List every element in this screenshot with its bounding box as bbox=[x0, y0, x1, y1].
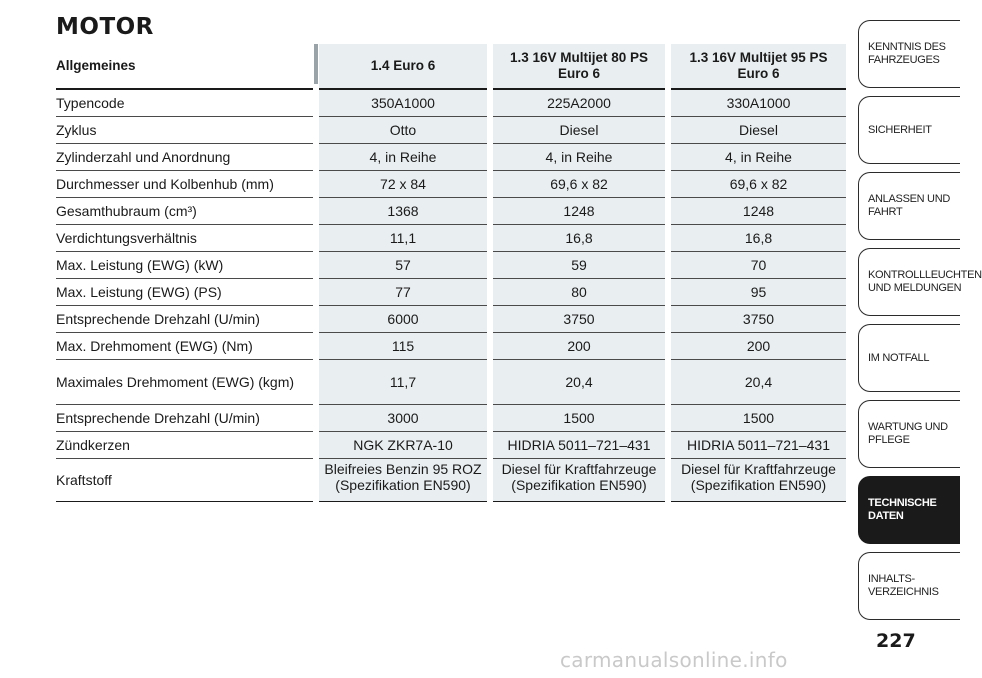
section-title: MOTOR bbox=[56, 14, 154, 40]
cell-value: 1368 bbox=[316, 198, 490, 225]
row-label: Maximales Drehmoment (EWG) (kgm) bbox=[56, 360, 316, 405]
cell-value: 16,8 bbox=[668, 225, 846, 252]
cell-value: 4, in Reihe bbox=[490, 144, 668, 171]
table-row bbox=[56, 279, 846, 306]
header-engine-2: 1.3 16V Multijet 80 PS Euro 6 bbox=[490, 44, 668, 89]
cell-value: 200 bbox=[668, 333, 846, 360]
cell-value: Bleifreies Benzin 95 ROZ (Spezifikation EN590) bbox=[316, 459, 490, 502]
cell-value: 77 bbox=[316, 279, 490, 306]
tab-label: WARTUNG UND PFLEGE bbox=[868, 421, 948, 446]
watermark: carmanualsonline.info bbox=[560, 648, 788, 672]
cell-value: 4, in Reihe bbox=[668, 144, 846, 171]
cell-value: 20,4 bbox=[490, 360, 668, 405]
table-row bbox=[56, 306, 846, 333]
row-label: Verdichtungsverhältnis bbox=[56, 225, 316, 252]
cell-value: Otto bbox=[316, 117, 490, 144]
row-label: Entsprechende Drehzahl (U/min) bbox=[56, 306, 316, 333]
table-header-row bbox=[56, 44, 846, 89]
row-label: Durchmesser und Kolbenhub (mm) bbox=[56, 171, 316, 198]
tab-kenntnis-des-fahrzeuges[interactable] bbox=[858, 20, 960, 88]
tab-kontrollleuchten[interactable] bbox=[858, 248, 982, 316]
header-engine-1: 1.4 Euro 6 bbox=[316, 44, 490, 89]
tab-technische-daten[interactable] bbox=[858, 476, 960, 544]
cell-value: Diesel bbox=[490, 117, 668, 144]
cell-value: 3000 bbox=[316, 405, 490, 432]
row-label: Typencode bbox=[56, 89, 316, 117]
tab-label: KENNTNIS DES FAHRZEUGES bbox=[868, 41, 946, 66]
cell-value: HIDRIA 5011–721–431 bbox=[490, 432, 668, 459]
tab-label: KONTROLLLEUCHTEN UND MELDUNGEN bbox=[868, 269, 982, 294]
cell-value: Diesel für Kraftfahrzeuge (Spezifikation EN590) bbox=[490, 459, 668, 502]
table-row bbox=[56, 171, 846, 198]
table-row bbox=[56, 198, 846, 225]
table-row bbox=[56, 459, 846, 502]
cell-value: 11,1 bbox=[316, 225, 490, 252]
tab-wartung-und-pflege[interactable] bbox=[858, 400, 960, 468]
cell-value: 330A1000 bbox=[668, 89, 846, 117]
cell-value: 57 bbox=[316, 252, 490, 279]
tab-sicherheit[interactable] bbox=[858, 96, 960, 164]
cell-value: 3750 bbox=[490, 306, 668, 333]
cell-value: HIDRIA 5011–721–431 bbox=[668, 432, 846, 459]
tab-label: ANLASSEN UND FAHRT bbox=[868, 193, 950, 218]
row-label: Zylinderzahl und Anordnung bbox=[56, 144, 316, 171]
cell-value: Diesel bbox=[668, 117, 846, 144]
row-label: Kraftstoff bbox=[56, 459, 316, 502]
row-label: Zündkerzen bbox=[56, 432, 316, 459]
cell-value: 59 bbox=[490, 252, 668, 279]
cell-value: 95 bbox=[668, 279, 846, 306]
row-label: Entsprechende Drehzahl (U/min) bbox=[56, 405, 316, 432]
cell-value: 11,7 bbox=[316, 360, 490, 405]
cell-value: 70 bbox=[668, 252, 846, 279]
row-label: Gesamthubraum (cm³) bbox=[56, 198, 316, 225]
cell-value: NGK ZKR7A-10 bbox=[316, 432, 490, 459]
cell-value: 350A1000 bbox=[316, 89, 490, 117]
table-row bbox=[56, 405, 846, 432]
tab-label: SICHERHEIT bbox=[868, 123, 932, 136]
table-row bbox=[56, 252, 846, 279]
cell-value: 69,6 x 82 bbox=[490, 171, 668, 198]
cell-value: 1500 bbox=[490, 405, 668, 432]
row-label: Max. Drehmoment (EWG) (Nm) bbox=[56, 333, 316, 360]
header-general: Allgemeines bbox=[56, 44, 316, 89]
cell-value: 115 bbox=[316, 333, 490, 360]
cell-value: 200 bbox=[490, 333, 668, 360]
tab-label: TECHNISCHE DATEN bbox=[868, 497, 937, 522]
table-row bbox=[56, 360, 846, 405]
cell-value: 4, in Reihe bbox=[316, 144, 490, 171]
table-row bbox=[56, 432, 846, 459]
cell-value: 1248 bbox=[490, 198, 668, 225]
table-row bbox=[56, 144, 846, 171]
tab-label: IM NOTFALL bbox=[868, 351, 930, 364]
tab-im-notfall[interactable] bbox=[858, 324, 960, 392]
tab-inhaltsverzeichnis[interactable] bbox=[858, 552, 960, 620]
cell-value: 16,8 bbox=[490, 225, 668, 252]
page-number: 227 bbox=[876, 630, 916, 652]
tab-label: INHALTS- VERZEICHNIS bbox=[868, 573, 939, 598]
cell-value: 20,4 bbox=[668, 360, 846, 405]
table-row bbox=[56, 117, 846, 144]
table-row bbox=[56, 89, 846, 117]
table-row bbox=[56, 225, 846, 252]
chapter-tabs bbox=[858, 20, 982, 628]
table-row bbox=[56, 333, 846, 360]
header-engine-3: 1.3 16V Multijet 95 PS Euro 6 bbox=[668, 44, 846, 89]
row-label: Max. Leistung (EWG) (PS) bbox=[56, 279, 316, 306]
cell-value: 1500 bbox=[668, 405, 846, 432]
cell-value: 1248 bbox=[668, 198, 846, 225]
cell-value: 80 bbox=[490, 279, 668, 306]
cell-value: 72 x 84 bbox=[316, 171, 490, 198]
row-label: Max. Leistung (EWG) (kW) bbox=[56, 252, 316, 279]
tab-anlassen-und-fahrt[interactable] bbox=[858, 172, 960, 240]
engine-spec-table bbox=[56, 44, 846, 502]
cell-value: 69,6 x 82 bbox=[668, 171, 846, 198]
cell-value: Diesel für Kraftfahrzeuge (Spezifikation EN590) bbox=[668, 459, 846, 502]
cell-value: 225A2000 bbox=[490, 89, 668, 117]
row-label: Zyklus bbox=[56, 117, 316, 144]
header-divider bbox=[314, 44, 318, 84]
cell-value: 3750 bbox=[668, 306, 846, 333]
cell-value: 6000 bbox=[316, 306, 490, 333]
